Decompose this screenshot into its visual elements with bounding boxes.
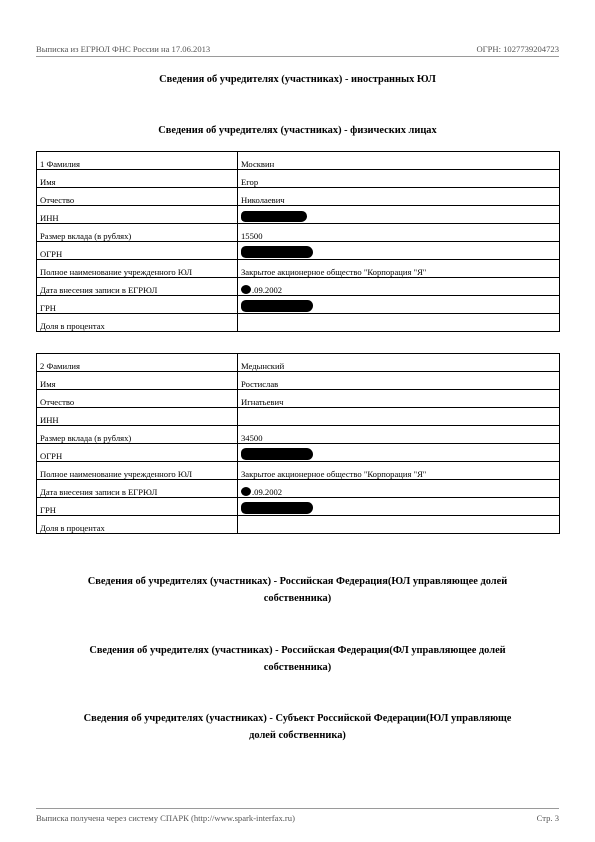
section-title-foreign: Сведения об учредителях (участниках) - иностранных ЮЛ — [159, 74, 436, 85]
footer-source: Выписка получена через систему СПАРК (http://www.spark-interfax.ru) — [36, 813, 295, 823]
date-value: .09.2002 — [252, 285, 283, 295]
redaction-mark — [241, 246, 313, 258]
row-label: Размер вклада (в рублях) — [37, 426, 238, 444]
table-row — [37, 408, 560, 426]
row-label: Доля в процентах — [37, 314, 238, 332]
page-footer — [36, 808, 559, 824]
date-value: .09.2002 — [252, 487, 283, 497]
row-value: 34500 — [238, 426, 560, 444]
header-extract-info: Выписка из ЕГРЮЛ ФНС России на 17.06.2013 — [36, 44, 211, 54]
row-value-date — [238, 278, 560, 296]
row-label: 2 Фамилия — [37, 354, 238, 372]
redaction-mark — [241, 285, 251, 294]
section-title-line: Сведения об учредителях (участниках) - Субъект Российской Федерации(ЮЛ управляюще — [83, 713, 512, 724]
row-value: Москвин — [238, 152, 560, 170]
row-value — [238, 408, 560, 426]
header-ogrn: ОГРН: 1027739204723 — [476, 44, 559, 54]
table-row — [37, 260, 560, 278]
row-value-redacted — [238, 498, 560, 516]
row-label: Полное наименование учрежденного ЮЛ — [37, 260, 238, 278]
table-row — [37, 516, 560, 534]
row-value: Игнатьевич — [238, 390, 560, 408]
table-row — [37, 170, 560, 188]
table-row — [37, 390, 560, 408]
row-value: Ростислав — [238, 372, 560, 390]
row-label: Дата внесения записи в ЕГРЮЛ — [37, 278, 238, 296]
table-row — [37, 354, 560, 372]
row-label: Имя — [37, 372, 238, 390]
section-title-line: долей собственника) — [249, 730, 346, 741]
redaction-mark — [241, 211, 307, 222]
row-label: Полное наименование учрежденного ЮЛ — [37, 462, 238, 480]
row-label: ГРН — [37, 296, 238, 314]
section-title-rf-ul — [46, 573, 549, 607]
redaction-mark — [241, 448, 313, 460]
table-row — [37, 278, 560, 296]
table-row — [37, 426, 560, 444]
table-row — [37, 498, 560, 516]
row-value: Егор — [238, 170, 560, 188]
row-label: Имя — [37, 170, 238, 188]
row-label: ГРН — [37, 498, 238, 516]
row-value-redacted — [238, 296, 560, 314]
founder-table-2 — [36, 353, 560, 534]
section-title-subject — [46, 710, 549, 744]
row-value: Закрытое акционерное общество "Корпорация "Я" — [238, 260, 560, 278]
row-value: Медынский — [238, 354, 560, 372]
section-title-persons: Сведения об учредителях (участниках) - физических лицах — [158, 125, 437, 136]
row-label: ОГРН — [37, 444, 238, 462]
redaction-mark — [241, 300, 313, 312]
redaction-mark — [241, 487, 251, 496]
row-label: ИНН — [37, 206, 238, 224]
section-title-line: собственника) — [263, 662, 332, 673]
row-label: Размер вклада (в рублях) — [37, 224, 238, 242]
row-label: ИНН — [37, 408, 238, 426]
row-label: Отчество — [37, 188, 238, 206]
table-row — [37, 224, 560, 242]
redaction-mark — [241, 502, 313, 514]
row-value-date — [238, 480, 560, 498]
row-label: Доля в процентах — [37, 516, 238, 534]
table-row — [37, 242, 560, 260]
row-value — [238, 516, 560, 534]
row-label: Дата внесения записи в ЕГРЮЛ — [37, 480, 238, 498]
row-value: Николаевич — [238, 188, 560, 206]
table-row — [37, 480, 560, 498]
row-label: Отчество — [37, 390, 238, 408]
row-label: 1 Фамилия — [37, 152, 238, 170]
row-value-redacted — [238, 242, 560, 260]
table-row — [37, 372, 560, 390]
table-row — [37, 296, 560, 314]
page-header — [36, 44, 559, 57]
table-row — [37, 206, 560, 224]
section-title-rf-fl — [46, 642, 549, 676]
row-value-redacted — [238, 444, 560, 462]
table-row — [37, 462, 560, 480]
section-title-line: Сведения об учредителях (участниках) - Российская Федерация(ЮЛ управляющее долей — [87, 576, 508, 587]
row-value: Закрытое акционерное общество "Корпорация "Я" — [238, 462, 560, 480]
table-row — [37, 152, 560, 170]
section-title-line: собственника) — [263, 593, 332, 604]
row-value — [238, 314, 560, 332]
section-title-line: Сведения об учредителях (участниках) - Российская Федерация(ФЛ управляющее долей — [89, 645, 506, 656]
table-row — [37, 188, 560, 206]
page-number: Стр. 3 — [536, 813, 559, 823]
row-label: ОГРН — [37, 242, 238, 260]
table-row — [37, 314, 560, 332]
founder-table-1 — [36, 151, 560, 332]
row-value-redacted — [238, 206, 560, 224]
table-row — [37, 444, 560, 462]
row-value: 15500 — [238, 224, 560, 242]
